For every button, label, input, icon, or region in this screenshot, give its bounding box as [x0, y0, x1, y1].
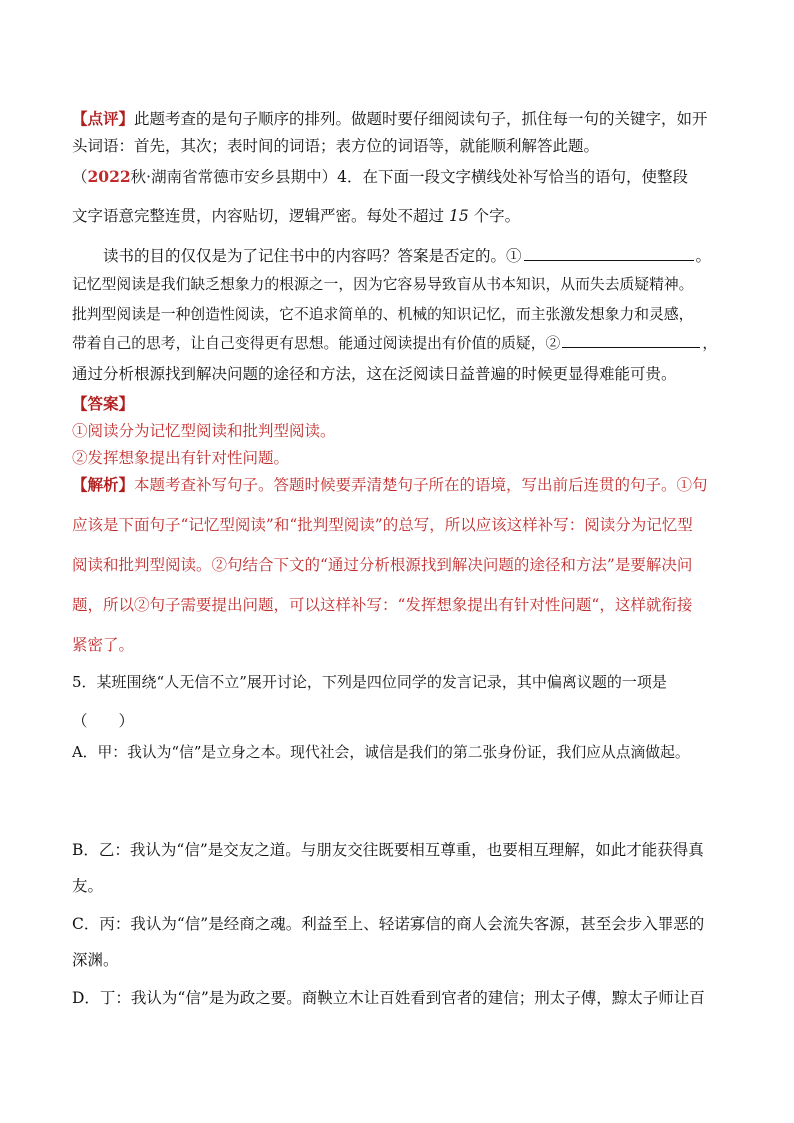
passage-line-5	[72, 362, 677, 384]
comment-line-2	[72, 134, 599, 156]
option-b-line-2	[72, 874, 103, 896]
comment-tag: 【点评】	[72, 109, 135, 128]
option-b-line-1[interactable]	[72, 838, 704, 860]
char-limit: 15	[448, 207, 469, 225]
passage-text-1a: 读书的目的仅仅是为了记住书中的内容吗？答案是否定的。①	[103, 247, 522, 265]
analysis-text-3: 阅读和批判型阅读。②句结合下文的“通过分析根源找到解决问题的途径和方法”是要解决问	[72, 556, 693, 574]
option-b-text-1: B．乙：我认为“信”是交友之道。与朋友交往既要相互尊重，也要相互理解，如此才能获得真	[72, 841, 704, 859]
answer-line-1	[72, 419, 336, 441]
answer-paren[interactable]: （ ）	[72, 712, 135, 730]
analysis-line-3	[72, 553, 692, 575]
option-c-line-2	[72, 948, 119, 970]
passage-text-2: 记忆型阅读是我们缺乏想象力的根源之一，因为它容易导致盲从书本知识，从而失去质疑精神。	[72, 276, 694, 293]
passage-line-4	[72, 332, 717, 353]
question-number: 4．	[337, 168, 363, 186]
question-5-text: 5．某班围绕“人无信不立”展开讨论，下列是四位同学的发言记录，其中偏离议题的一项是	[72, 673, 667, 691]
question-4-prompt-2	[72, 204, 520, 226]
source-text: 秋·湖南省常德市安乡县期中）	[130, 168, 338, 186]
comment-line-1	[72, 107, 708, 129]
option-d-line-1[interactable]	[72, 986, 705, 1008]
option-c-line-1[interactable]	[72, 912, 704, 934]
question-prompt-2b: 个字。	[473, 207, 521, 225]
analysis-line-2	[72, 513, 693, 535]
analysis-text-5: 紧密了。	[72, 636, 135, 654]
option-c-text-1: C．丙：我认为“信”是经商之魂。利益至上、轻诺寡信的商人会流失客源，甚至会步入罪恶的	[72, 915, 705, 933]
option-b-text-2: 友。	[72, 877, 104, 895]
answer-text-2: ②发挥想象提出有针对性问题。	[72, 449, 290, 467]
question-prompt-1: 在下面一段文字横线处补写恰当的语句，使整段	[362, 168, 688, 186]
source-open: （	[72, 168, 88, 186]
analysis-text-1: 本题考查补写句子。答题时候要弄清楚句子所在的语境，写出前后连贯的句子。①句	[134, 476, 708, 494]
passage-line-3	[72, 303, 693, 324]
question-prompt-2a: 文字语意完整连贯，内容贴切，逻辑严密。每处不超过	[72, 207, 445, 225]
option-a-text: A．甲：我认为“信”是立身之本。现代社会，诚信是我们的第二张身份证，我们应从点滴做起。	[72, 744, 690, 761]
analysis-line-1	[72, 473, 708, 495]
comment-text-2: 头词语：首先，其次；表时间的词语；表方位的词语等，就能顺利解答此题。	[72, 137, 600, 155]
answer-text-1: ①阅读分为记忆型阅读和批判型阅读。	[72, 422, 336, 440]
passage-line-1	[72, 244, 711, 266]
option-c-text-2: 深渊。	[72, 951, 119, 969]
passage-text-5: 通过分析根源找到解决问题的途径和方法，这在泛阅读日益普遍的时候更显得难能可贵。	[72, 365, 677, 383]
option-a[interactable]	[72, 741, 690, 762]
question-4-header	[72, 165, 688, 187]
passage-text-1b: 。	[695, 247, 712, 265]
passage-text-4b: ，	[702, 335, 718, 352]
answer-heading	[72, 392, 134, 414]
option-d-text-1: D．丁：我认为“信”是为政之要。商鞅立木让百姓看到官者的建信；刑太子傅，黥太子师让百	[72, 989, 705, 1007]
blank-1[interactable]	[524, 259, 694, 261]
passage-line-2	[72, 273, 693, 294]
comment-text-1: 此题考查的是句子顺序的排列。做题时要仔细阅读句子，抓住每一句的关键字，如开	[134, 110, 708, 128]
analysis-text-4: 题，所以②句子需要提出问题，可以这样补写：“发挥想象提出有针对性问题“，这样就衔接	[72, 596, 693, 614]
answer-line-2	[72, 446, 289, 468]
question-5-paren	[72, 709, 134, 731]
source-year: 2022	[87, 167, 131, 186]
analysis-tag: 【解析】	[72, 475, 135, 494]
passage-text-3: 批判型阅读是一种创造性阅读，它不追求简单的、机械的知识记忆，而主张激发想象力和灵感，	[72, 306, 694, 323]
analysis-text-2: 应该是下面句子“记忆型阅读”和“批判型阅读”的总写，所以应该这样补写：阅读分为记忆型	[72, 516, 693, 534]
answer-tag: 【答案】	[72, 394, 135, 413]
analysis-line-5	[72, 633, 134, 655]
blank-2[interactable]	[562, 346, 700, 348]
analysis-line-4	[72, 593, 692, 615]
question-5-stem	[72, 671, 667, 692]
passage-text-4a: 带着自己的思考，让自己变得更有思想。能通过阅读提出有价值的质疑，②	[72, 335, 561, 352]
